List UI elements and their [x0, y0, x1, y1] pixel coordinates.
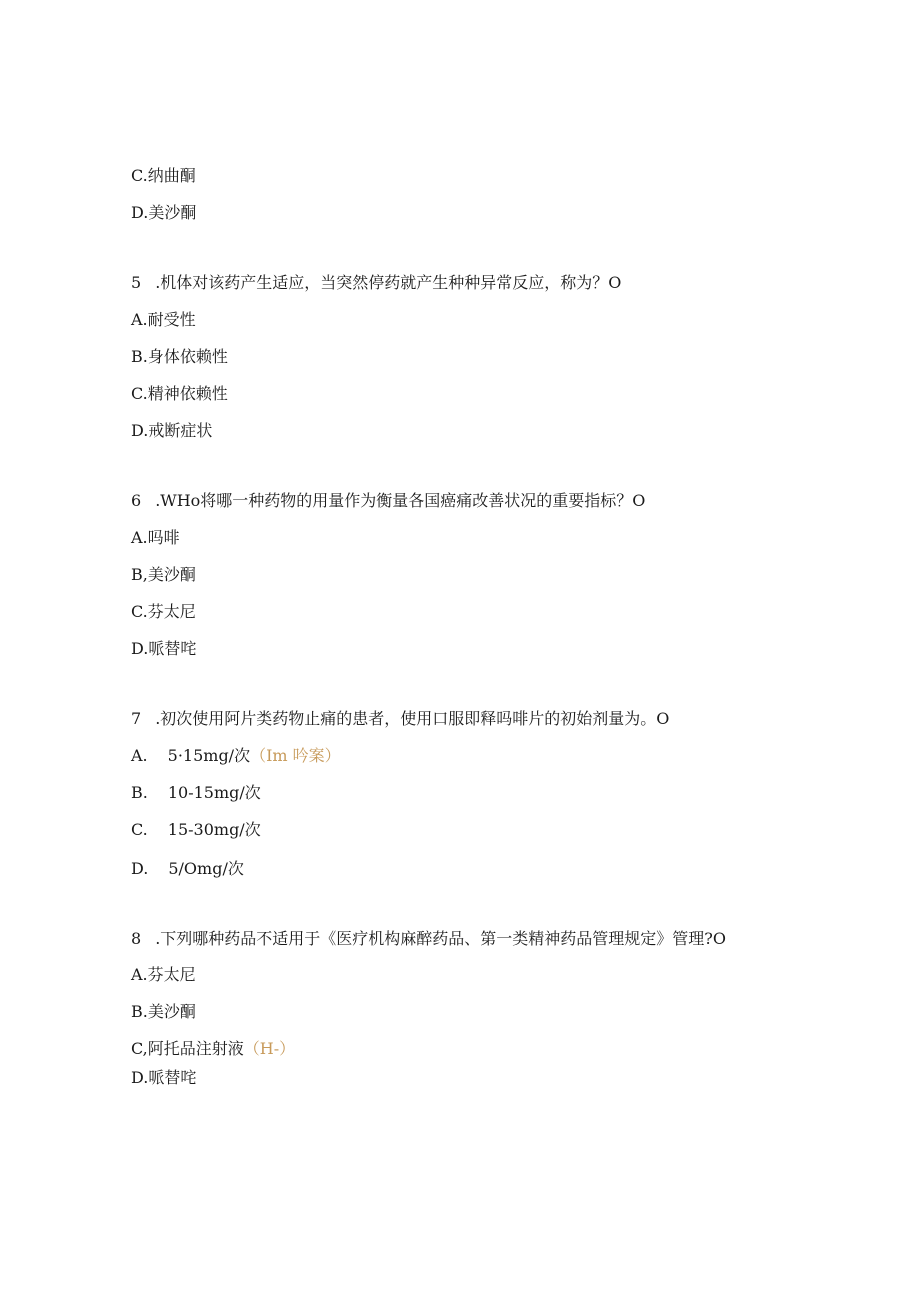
q7-number: 7	[131, 709, 142, 728]
q5-number: 5	[131, 273, 142, 292]
q7-option-d-value: 5/Omg/次	[168, 859, 244, 878]
q4-option-d: D.美沙酮	[131, 203, 197, 222]
q8-text: .下列哪种药品不适用于《医疗机构麻醉药品、第一类精神药品管理规定》管理?O	[155, 929, 726, 948]
q8-answer-note: （H-）	[243, 1039, 296, 1058]
q8-option-c	[131, 1038, 295, 1060]
q7-option-d	[131, 858, 244, 880]
q6-question	[131, 490, 645, 512]
q7-answer-note: （Im 吟案）	[250, 746, 341, 765]
q7-option-c	[131, 819, 261, 841]
q8-option-c-text: C,阿托品注射液	[131, 1039, 244, 1058]
q5-option-a: A.耐受性	[131, 310, 196, 329]
q5-option-b: B.身体依赖性	[131, 347, 228, 366]
q6-option-d: D.哌替咤	[131, 639, 197, 658]
q7-option-c-value: 15-30mg/次	[167, 820, 261, 839]
q5-text: .机体对该药产生适应，当突然停药就产生种种异常反应，称为？O	[155, 273, 622, 292]
q8-question	[131, 928, 726, 950]
q8-option-b: B.美沙酮	[131, 1002, 196, 1021]
q5-option-c: C.精神依赖性	[131, 384, 228, 403]
q7-option-b	[131, 782, 261, 804]
q6-number: 6	[131, 491, 142, 510]
q7-text: .初次使用阿片类药物止痛的患者，使用口服即释吗啡片的初始剂量为。O	[155, 709, 670, 728]
q7-option-b-letter: B.	[131, 783, 148, 802]
q8-option-a: A.芬太尼	[131, 965, 196, 984]
q7-option-c-letter: C.	[131, 820, 148, 839]
q7-option-d-letter: D.	[131, 859, 149, 878]
q6-option-b: B,美沙酮	[131, 565, 196, 584]
q6-option-c: C.芬太尼	[131, 602, 196, 621]
q7-option-a-letter: A.	[131, 746, 148, 765]
q7-option-a	[131, 745, 341, 767]
q8-number: 8	[131, 929, 142, 948]
q5-question	[131, 272, 621, 294]
q8-option-d: D.哌替咤	[131, 1068, 197, 1087]
q7-option-a-value: 5·15mg/次	[167, 746, 251, 765]
q4-option-c: C.纳曲酮	[131, 166, 196, 185]
q5-option-d: D.戒断症状	[131, 421, 213, 440]
q7-question	[131, 708, 669, 730]
q6-option-a: A.吗啡	[131, 528, 180, 547]
q6-text: .WHo将哪一种药物的用量作为衡量各国癌痛改善状况的重要指标？O	[155, 491, 646, 510]
q7-option-b-value: 10-15mg/次	[167, 783, 261, 802]
